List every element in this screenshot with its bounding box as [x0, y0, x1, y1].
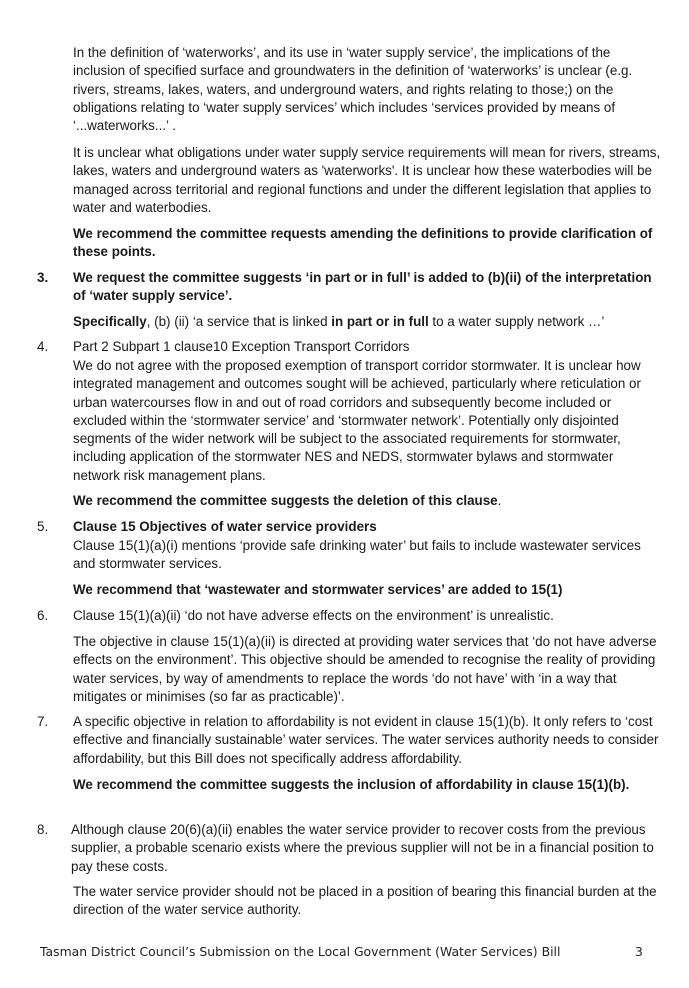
item-7-recommendation: We recommend the committee suggests the inclusion of affordability in clause 15(1)(b).: [73, 777, 630, 792]
item-4-number: 4.: [37, 339, 49, 354]
item-4-recommendation: [73, 492, 663, 510]
item-8-body: Although clause 20(6)(a)(ii) enables the water service provider to recover costs from the previous supplier, a probable scenario exists where the previous supplier will not be in a financial position to pay these costs.: [71, 822, 654, 874]
item-3-heading: We request the committee suggests ‘in part or in full’ is added to (b)(ii) of the interpretation of ‘water supply service’.: [73, 270, 652, 304]
intro-paragraph-2: It is unclear what obligations under water supply service requirements will mean for rivers, streams, lakes, waters and underground waters as 'waterworks'. It is unclear how these waterbodies will be managed across territorial and regional functions and under the different legislation that applies to water and waterbodies.: [73, 145, 661, 215]
item-3-spec-end: to a water supply network …’: [428, 314, 605, 329]
intro-paragraph-1: In the definition of ‘waterworks’, and its use in ‘water supply service’, the implications of the inclusion of specified surface and groundwaters in the definition of ‘waterworks’ is unclear (e.g. rivers, streams, lakes, waters, and underground waters, and rights relating to those;) on the obligations relating to ‘water supply services’ which includes ‘services provided by means of ‘...waterworks...’ .: [73, 45, 633, 134]
item-5-number: 5.: [37, 519, 49, 534]
item-8-number: 8.: [37, 822, 49, 837]
item-3-specifically: [73, 313, 663, 331]
item-6-number: 6.: [37, 608, 49, 623]
item-3-spec-emphasis: in part or in full: [331, 314, 429, 329]
item-3-number: 3.: [37, 270, 49, 285]
page-number: 3: [635, 944, 643, 959]
item-5-recommendation: We recommend that ‘wastewater and stormwater services’ are added to 15(1): [73, 582, 563, 597]
item-3-spec-text: , (b) (ii) ‘a service that is linked: [146, 314, 332, 329]
item-6-title: Clause 15(1)(a)(ii) ‘do not have adverse effects on the environment’ is unrealistic.: [73, 608, 554, 623]
footer-title: Tasman District Council’s Submission on the Local Government (Water Services) Bill: [40, 944, 561, 959]
item-6-body: The objective in clause 15(1)(a)(ii) is directed at providing water services that ‘do not have adverse effects on the environment’. This objective should be amended to recognise the reality of providing water services, by way of amendments to replace the words ‘do not have’ with ‘in a way that mitigates or minimises (so far as practicable)’.: [73, 634, 657, 704]
item-4-rec-text: We recommend the committee suggests the deletion of this clause: [73, 493, 498, 508]
item-7-body: A specific objective in relation to affordability is not evident in clause 15(1)(b). It only refers to ‘cost effective and financially sustainable’ water services. The water services authority needs to consider affordability, but this Bill does not specifically address affordability.: [73, 714, 659, 766]
item-4-body: We do not agree with the proposed exemption of transport corridor stormwater. It is unclear how integrated management and outcomes sought will be achieved, particularly where reticulation or urban watercourses flow in and out of road corridors and subsequently become included or excluded within the ‘stormwater service’ and ‘stormwater network’. Potentially only disjointed segments of the wider network will be subject to the associated requirements for stormwater, including application of the stormwater NES and NEDS, stormwater bylaws and stormwater network risk management plans.: [73, 358, 641, 483]
item-3-spec-label: Specifically: [73, 314, 147, 329]
intro-recommendation: We recommend the committee requests amending the definitions to provide clarification of these points.: [73, 226, 653, 260]
item-8-body-2: The water service provider should not be placed in a position of bearing this financial burden at the direction of the water service authority.: [73, 884, 657, 918]
item-5-body: Clause 15(1)(a)(i) mentions ‘provide safe drinking water’ but fails to include wastewater services and stormwater services.: [73, 538, 641, 572]
item-7-number: 7.: [37, 714, 49, 729]
item-5-title: Clause 15 Objectives of water service providers: [73, 519, 377, 534]
item-4-rec-end: .: [497, 493, 502, 508]
item-4-title: Part 2 Subpart 1 clause10 Exception Transport Corridors: [73, 339, 410, 354]
